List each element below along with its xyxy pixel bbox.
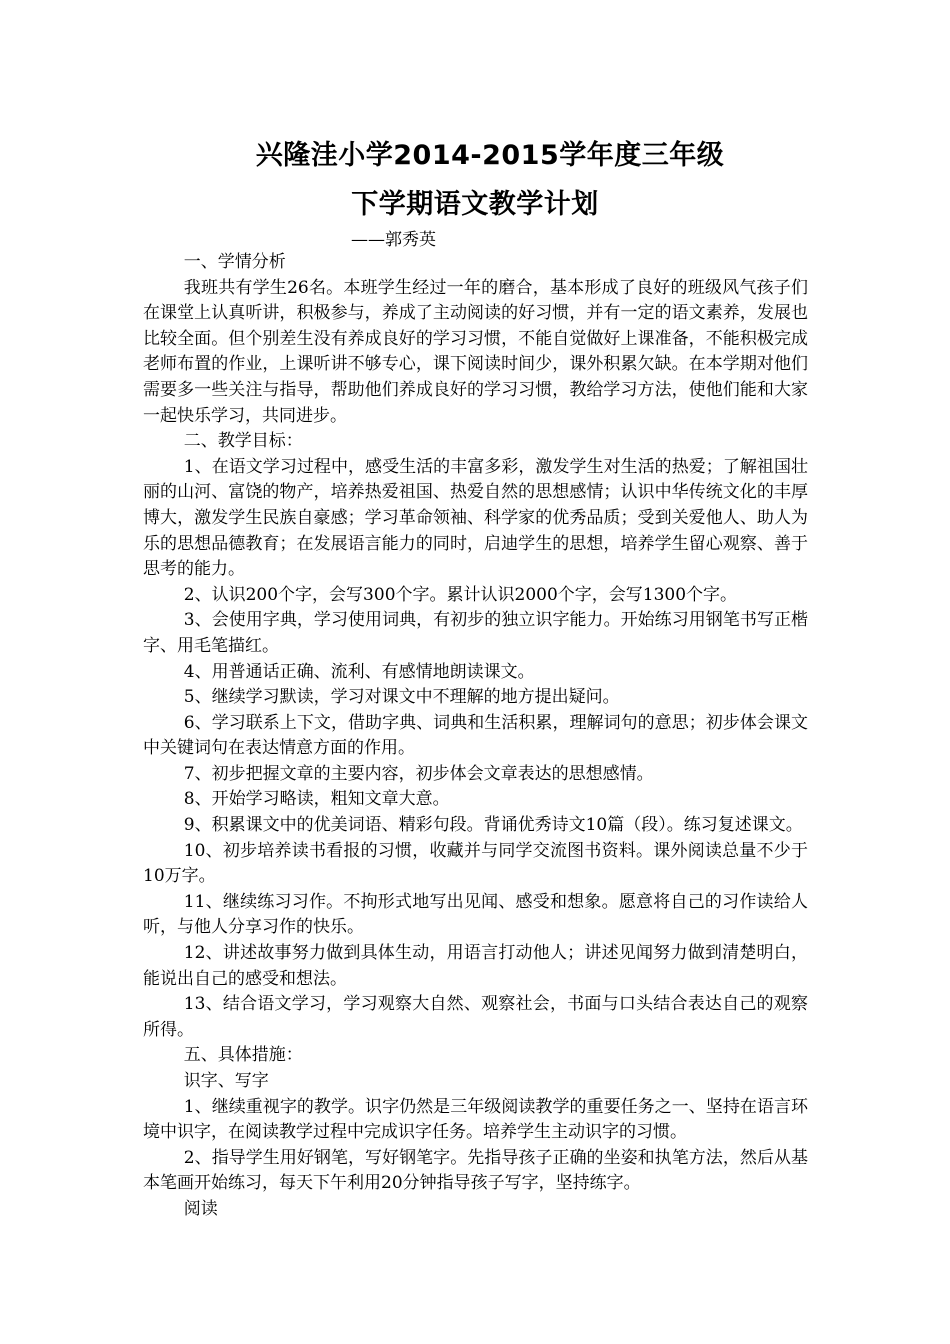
- measure-item: 2、指导学生用好钢笔，写好钢笔字。先指导孩子正确的坐姿和执笔方法，然后从基本笔画开始练习，每天下午利用20分钟指导孩子写字，坚持练字。: [143, 1147, 808, 1194]
- goal-item: 2、认识200个字，会写300个字。累计认识2000个字，会写1300个字。: [183, 584, 738, 605]
- subsection-heading-literacy: 识字、写字: [183, 1071, 269, 1091]
- goal-item: 1、在语文学习过程中，感受生活的丰富多彩，激发学生对生活的热爱；了解祖国壮丽的山河、富饶的物产，培养热爱祖国、热爱自然的思想感情；认识中华传统文化的丰厚博大，激发学生民族自豪感；学习革命领袖、科学家的优秀品质；受到关爱他人、助人为乐的思想品德教育；在发展语言能力的同时，启迪学生的思想，培养学生留心观察、善于思考的能力。: [143, 456, 808, 580]
- goal-item: 3、会使用字典，学习使用词典，有初步的独立识字能力。开始练习用钢笔书写正楷字、用毛笔描红。: [143, 610, 808, 656]
- section-heading-goals: 二、教学目标：: [183, 431, 303, 452]
- goal-item: 8、开始学习略读，粗知文章大意。: [183, 789, 450, 810]
- goal-item: 12、讲述故事努力做到具体生动，用语言打动他人；讲述见闻努力做到清楚明白，能说出自己的感受和想法。: [143, 943, 808, 989]
- document-body: [143, 250, 808, 1223]
- goal-item: 11、继续练习习作。不拘形式地写出见闻、感受和想象。愿意将自己的习作读给人听，与他人分享习作的快乐。: [143, 891, 808, 938]
- goal-item: 4、用普通话正确、流利、有感情地朗读课文。: [183, 661, 535, 682]
- document-author: ——郭秀英: [351, 230, 436, 250]
- goal-item: 6、学习联系上下文，借助字典、词典和生活积累，理解词句的意思；初步体会课文中关键词句在表达情意方面的作用。: [143, 712, 808, 759]
- goal-item: 10、初步培养读书看报的习惯，收藏并与同学交流图书资料。课外阅读总量不少于10万字。: [143, 840, 808, 887]
- goal-item: 9、积累课文中的优美词语、精彩句段。背诵优秀诗文10篇（段）。练习复述课文。: [183, 815, 803, 836]
- subsection-heading-reading: 阅读: [183, 1198, 218, 1219]
- document-title-line-1: 兴隆洼小学2014-2015学年度三年级: [255, 140, 725, 171]
- goal-item: 5、继续学习默读，学习对课文中不理解的地方提出疑问。: [183, 687, 620, 708]
- section-heading-situation: 一、学情分析: [183, 252, 286, 272]
- goal-item: 13、结合语文学习，学习观察大自然、观察社会，书面与口头结合表达自己的观察所得。: [143, 994, 808, 1040]
- document-title-line-2: 下学期语文教学计划: [351, 189, 599, 220]
- goal-item: 7、初步把握文章的主要内容，初步体会文章表达的思想感情。: [183, 763, 654, 784]
- section-heading-measures: 五、具体措施：: [183, 1045, 303, 1066]
- measure-item: 1、继续重视字的教学。识字仍然是三年级阅读教学的重要任务之一、坚持在语言环境中识字，在阅读教学过程中完成识字任务。培养学生主动识字的习惯。: [143, 1096, 808, 1143]
- paragraph: 我班共有学生26名。本班学生经过一年的磨合，基本形成了良好的班级风气孩子们在课堂上认真听讲，积极参与，养成了主动阅读的好习惯，并有一定的语文素养，发展也比较全面。但个别差生没有养成良好的学习习惯，不能自觉做好上课准备，不能积极完成老师布置的作业，上课听讲不够专心，课下阅读时间少，课外积累欠缺。在本学期对他们需要多一些关注与指导，帮助他们养成良好的学习习惯，教给学习方法，使他们能和大家一起快乐学习，共同进步。: [143, 277, 808, 426]
